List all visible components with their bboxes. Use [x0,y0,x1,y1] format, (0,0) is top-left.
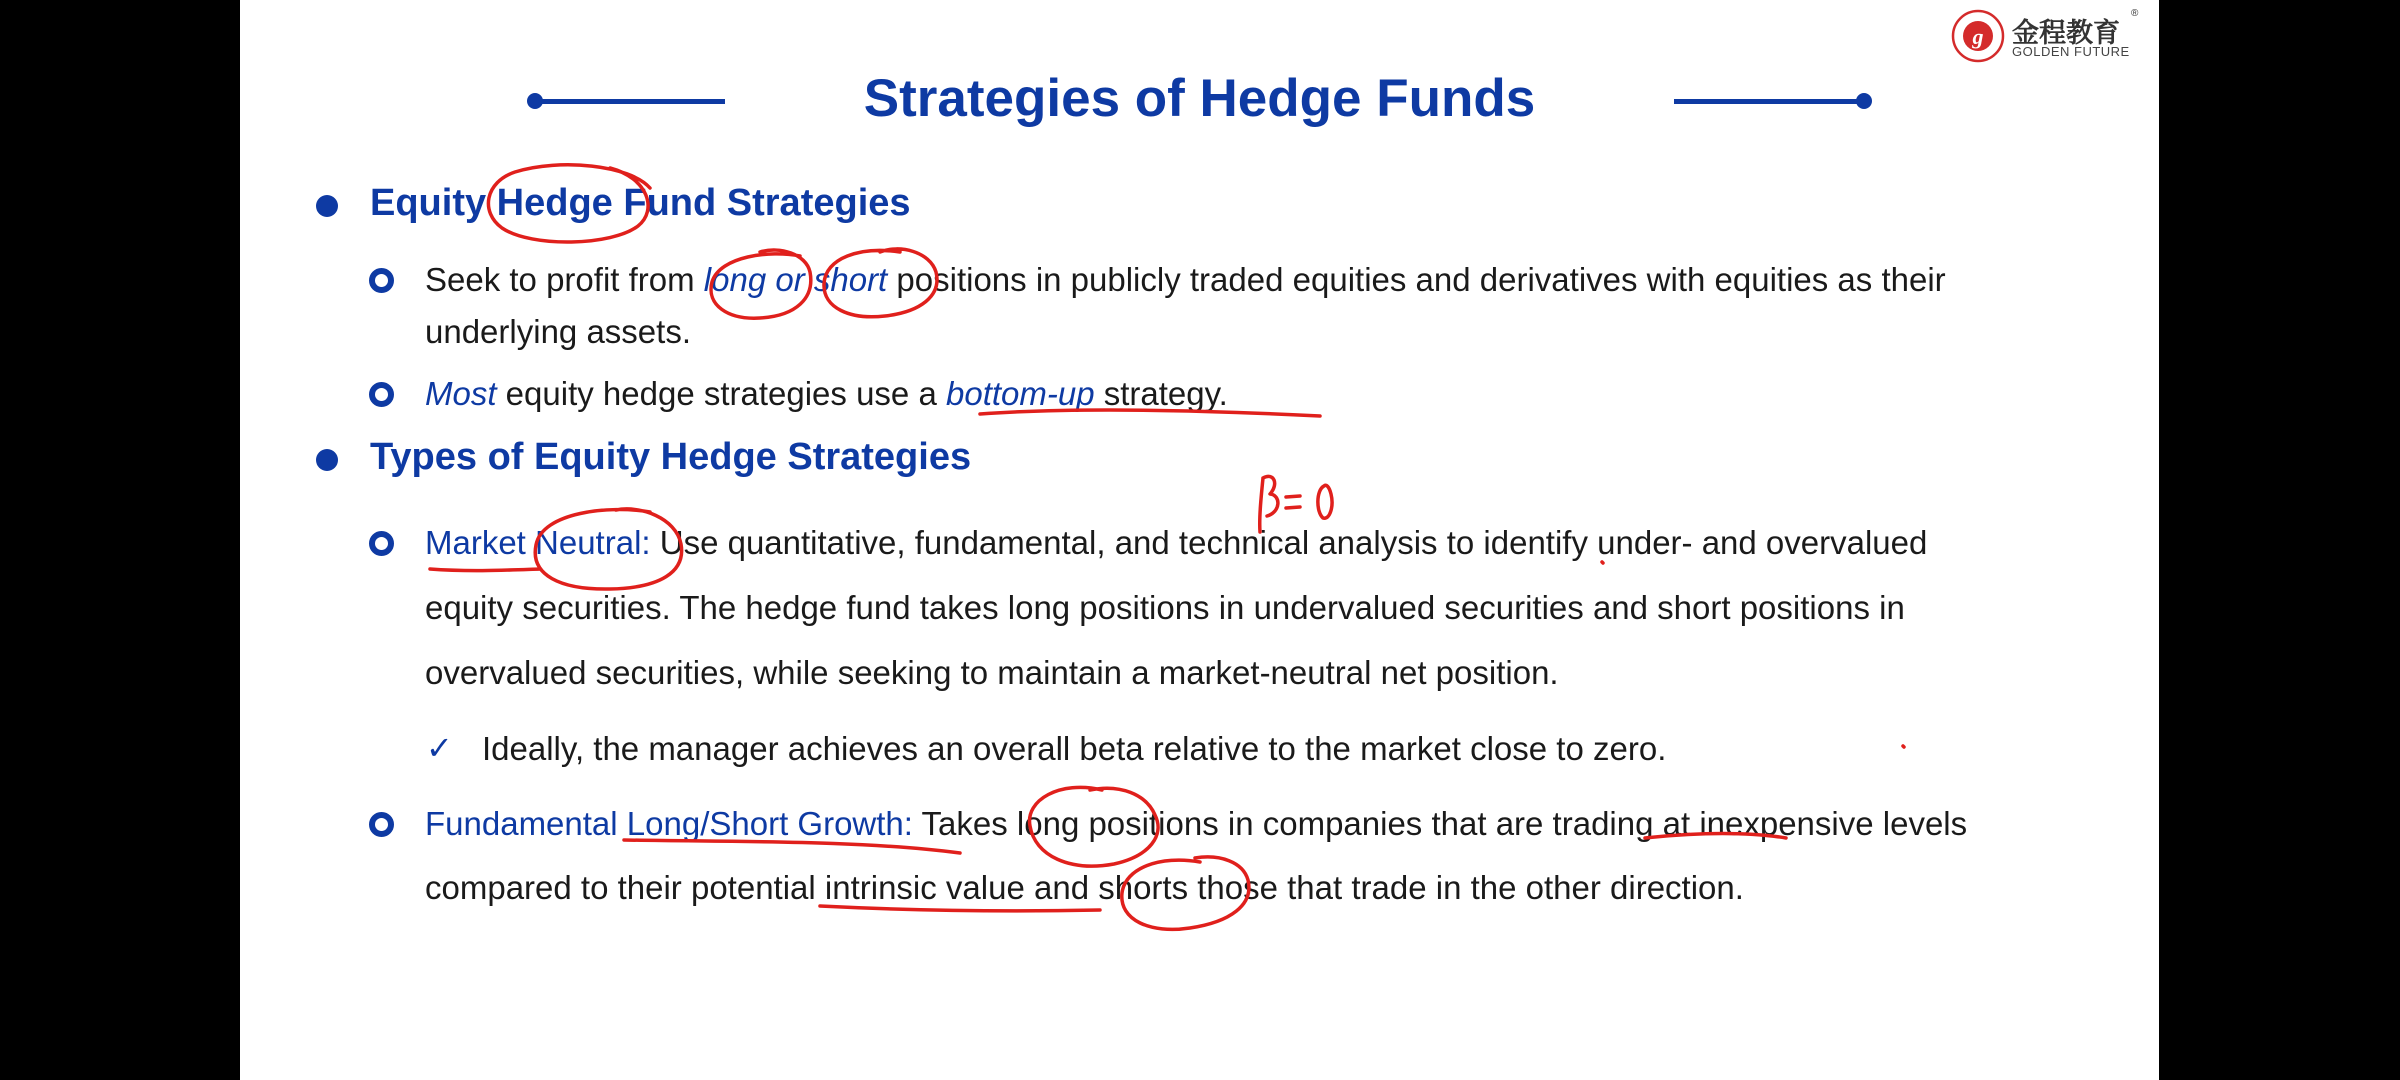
logo-english-text: GOLDEN FUTURE [2012,44,2130,59]
text-span: positions in publicly traded equities and derivatives with equities as their [887,261,1946,298]
section-heading-equity-hedge: Equity Hedge Fund Strategies [370,182,911,224]
long-term: long [703,261,767,298]
item-fundamental-line1 [425,805,1967,843]
section-bullet [316,449,338,471]
ink-underline-market [430,569,540,571]
title-right-line [1674,99,1864,104]
fundamental-label: Fundamental Long/Short Growth: [425,805,913,842]
item-bottom-up [425,375,1228,413]
item-market-neutral-line2: equity securities. The hedge fund takes long positions in undervalued securities and short positions in [425,589,1905,626]
sub-bullet [369,268,394,293]
ink-zero [1318,485,1332,518]
item-seek-profit-line2: underlying assets. [425,313,691,350]
bottom-up-term: bottom-up [945,375,1095,412]
ink-equals-sign [1286,496,1300,508]
most-term: Most [425,375,497,412]
market-neutral-label: Market Neutral: [425,524,651,561]
text-span: Seek to profit from [425,261,704,298]
section-bullet [316,195,338,217]
sub-bullet [369,531,394,556]
page-title: Strategies of Hedge Funds [863,69,1536,128]
item-fundamental-line2: compared to their potential intrinsic value and shorts those that trade in the other direction. [425,869,1744,906]
logo-chinese-text: 金程教育 [2012,18,2120,48]
text-span: equity hedge strategies use a [496,375,946,412]
sub-bullet [369,382,394,407]
ink-dot [1903,746,1904,747]
logo-seal-icon [1950,8,2006,64]
text-span: strategy. [1094,375,1228,412]
title-right-dot [1856,93,1872,109]
text-span: Use quantitative, fundamental, and technical analysis to identify under- and overvalued [650,524,1928,561]
section-heading-types: Types of Equity Hedge Strategies [370,436,972,478]
text-span: Takes long positions in companies that are trading at inexpensive levels [912,805,1968,842]
item-market-neutral-line1 [425,524,1927,562]
or-term: or [766,261,814,298]
item-beta-zero: Ideally, the manager achieves an overall beta relative to the market close to zero. [482,730,1667,767]
checkmark-icon: ✓ [426,730,453,766]
sub-bullet [369,812,394,837]
ink-dot [1602,562,1603,563]
logo-registered-mark: ® [2131,8,2139,19]
item-seek-profit-line1 [425,261,1946,299]
slide [240,0,2159,1080]
golden-future-logo [1950,8,2139,64]
short-term: short [813,261,888,298]
svg-text:g: g [1972,24,1984,49]
item-market-neutral-line3: overvalued securities, while seeking to maintain a market-neutral net position. [425,654,1559,691]
